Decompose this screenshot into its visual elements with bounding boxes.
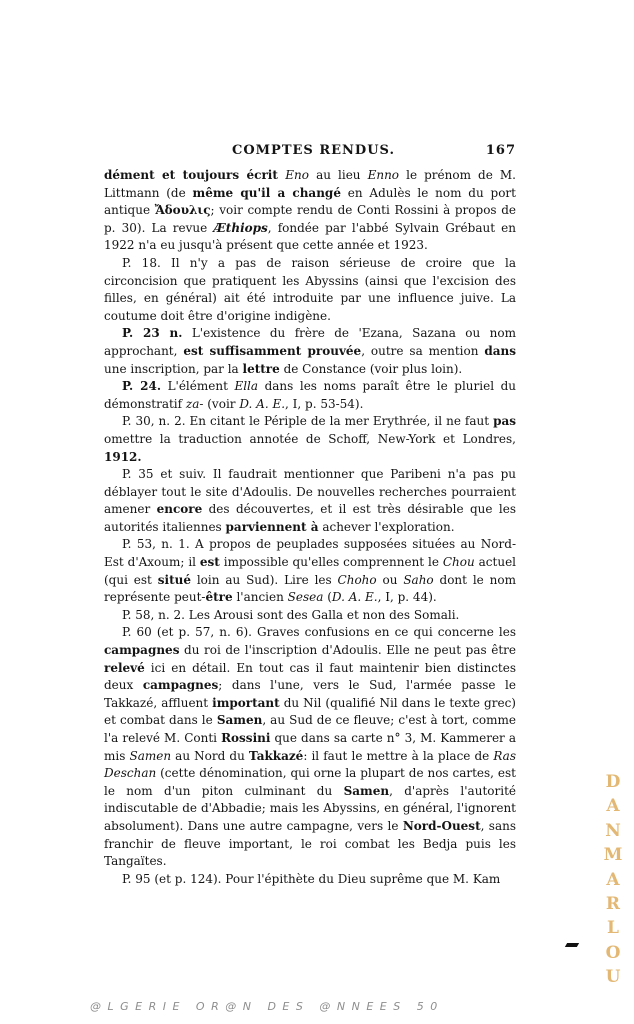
paragraph [104,255,516,325]
text-segment: P. 53, n. 1. A propos de peuplades supposées situées au Nord-Est d'Axoum; il [104,537,516,570]
text-segment: de Constance (voir plus loin). [279,361,463,376]
text-segment: lettre [242,361,280,376]
text-segment: (cette dénomination, qui orne la plupart de nos cartes, est le nom d'un piton culminant du [104,766,516,798]
ink-mark [565,943,579,947]
stamp-letter: D [605,772,621,792]
text-segment: des découvertes, et il est très désirable que les autorités italiennes [104,502,516,534]
text-segment: , outre sa mention [361,343,485,358]
text-segment: ou [376,572,404,587]
text-segment: Ras Deschan [104,748,516,781]
stamp-letter: N [605,820,621,841]
text-segment: au lieu [309,168,368,182]
text-segment: être [205,590,233,605]
text-segment: za- [185,396,204,411]
stamp-letter: U [605,967,621,987]
paragraph [104,325,516,378]
text-segment: ; dans l'une, vers le Sud, l'armée passe le Takkazé, affluent [104,678,516,710]
text-segment: Choho [337,572,377,587]
paragraph [104,167,516,255]
text-segment: campagnes [104,643,180,658]
text-segment: actuel (qui est [104,555,517,587]
text-segment: encore [156,502,203,517]
text-segment: situé [157,572,191,587]
text-segment: omettre la traduction annotée de Schoff, New-York et Londres, [104,431,516,446]
paragraph [104,607,516,625]
text-segment: dans les noms paraît être le pluriel du démonstratif [104,379,516,411]
text-segment: achever l'exploration. [318,519,455,534]
text-segment: Eno [285,168,310,182]
text-segment: Samen [216,713,263,728]
text-segment: : il faut le mettre à la place de [303,748,494,763]
paragraph [104,466,516,536]
text-segment: au Nord du [171,748,249,763]
text-segment: ; voir compte rendu de Conti Rossini à propos de p. 30). La revue [104,203,517,235]
text-segment: Ella [234,379,259,394]
body-text [104,167,516,888]
text-segment: pas [493,414,516,429]
text-segment: Saho [403,572,434,587]
stamp-letter: A [606,796,620,817]
text-segment: Enno [367,168,400,182]
text-segment: l'ancien [232,590,288,605]
text-segment: dément et toujours écrit [104,168,286,182]
running-title: COMPTES RENDUS. [232,143,395,158]
text-segment: une inscription, par la [104,361,243,376]
text-segment: , d'après l'autorité indiscutable de d'Abbadie; mais les Abyssins, en général, l'ignorent absolument). Dans une autre campagne, vers le [104,783,516,833]
text-segment: que dans sa carte n° 3, M. Kammerer a mis [104,731,516,763]
text-segment: du roi de l'inscription d'Adoulis. Elle ne peut pas être [179,643,516,658]
text-segment: dont le nom représente peut- [104,572,516,605]
text-segment: , fondée par l'abbé Sylvain Grébaut en 1922 n'a eu jusqu'à présent que cette année et 1923. [104,220,516,253]
paragraph [104,624,516,870]
text-segment: Samen [343,783,390,798]
paragraph [104,378,516,413]
text-segment: Chou [442,555,475,570]
text-segment: L'élément [161,379,235,394]
text-segment: Ἄδουλις [154,203,211,218]
text-segment: P. 95 (et p. 124). Pour l'épithète du Dieu suprême que M. Kam [122,871,501,886]
stamp-letter: A [606,869,620,890]
text-segment: P. 60 (et p. 57, n. 6). Graves confusions en ce qui concerne les [122,625,516,640]
paragraph [104,871,516,889]
text-segment: , I, p. 53-54). [285,396,364,411]
paragraph [104,413,516,466]
text-segment: D. A. E. [331,590,378,605]
footer-watermark: @LGERIE OR@N DES @NNEES 50 [90,1000,444,1013]
text-segment: est suffisamment prouvée [183,343,362,358]
text-segment: ( [323,590,332,605]
text-segment: 1912. [104,449,142,464]
text-segment: , sans franchir de fleuve important, le roi combat les Bedja puis les Tangaïtes. [104,818,516,869]
text-segment: P. 23 n. [122,326,183,341]
text-segment: P. 30, n. 2. En citant le Périple de la mer Erythrée, il ne faut [122,414,494,429]
text-segment: du Nil (qualifié Nil dans le texte grec) et combat dans le [104,695,516,728]
page-number: 167 [485,143,516,158]
stamp-letter: O [605,942,621,963]
text-segment: L'existence du frère de 'Ezana, Sazana ou nom approchant, [104,326,517,358]
stamp-letter: R [605,893,621,914]
text-segment: P. 58, n. 2. Les Arousi sont des Galla et non des Somali. [122,607,460,622]
text-segment: dans [484,343,516,358]
text-segment: (voir [203,396,240,411]
text-segment: D. A. E. [239,396,286,411]
text-segment: en Adulès le nom du port antique [104,185,516,218]
text-segment: P. 18. Il n'y a pas de raison sérieuse de croire que la circoncision que pratiquent les Abyssins (ainsi que l'excision des filles, en général) ait été introduite par une influence juive. La coutume doit être d'origine indigène. [104,255,516,323]
page-header [104,143,516,163]
text-segment: Sesea [287,590,324,605]
text-segment: Æthiops [213,220,268,235]
text-segment: même qu'il a changé [192,185,341,200]
text-segment: P. 24. [122,379,162,394]
text-segment: relevé [104,660,145,675]
text-segment: Takkazé [248,748,304,763]
text-segment: important [212,695,280,710]
text-segment: Rossini [221,731,271,745]
text-segment: est [199,555,220,570]
stamp-letter: M [603,845,623,866]
text-segment: ici en détail. En tout cas il faut maintenir bien distinctes deux [104,660,516,693]
text-segment: parviennent à [225,519,319,534]
paragraph [104,536,516,606]
text-segment: loin au Sud). Lire les [190,572,338,587]
text-segment: le prénom de M. Littmann (de [104,168,516,200]
text-segment: P. 35 et suiv. Il faudrait mentionner que Paribeni n'a pas pu déblayer tout le site d'Adoulis. De nouvelles recherches pourraient amener [104,467,516,517]
stamp-letter: L [607,918,619,939]
text-segment: , au Sud de ce fleuve; c'est à tort, comme l'a relevé M. Conti [104,713,516,745]
text-segment: Samen [129,748,172,763]
side-watermark-stamp [596,774,630,986]
text-segment: impossible qu'elles comprennent le [219,555,443,570]
text-segment: campagnes [142,678,219,693]
text-segment: Nord-Ouest [402,818,481,833]
text-segment: , I, p. 44). [377,590,437,605]
